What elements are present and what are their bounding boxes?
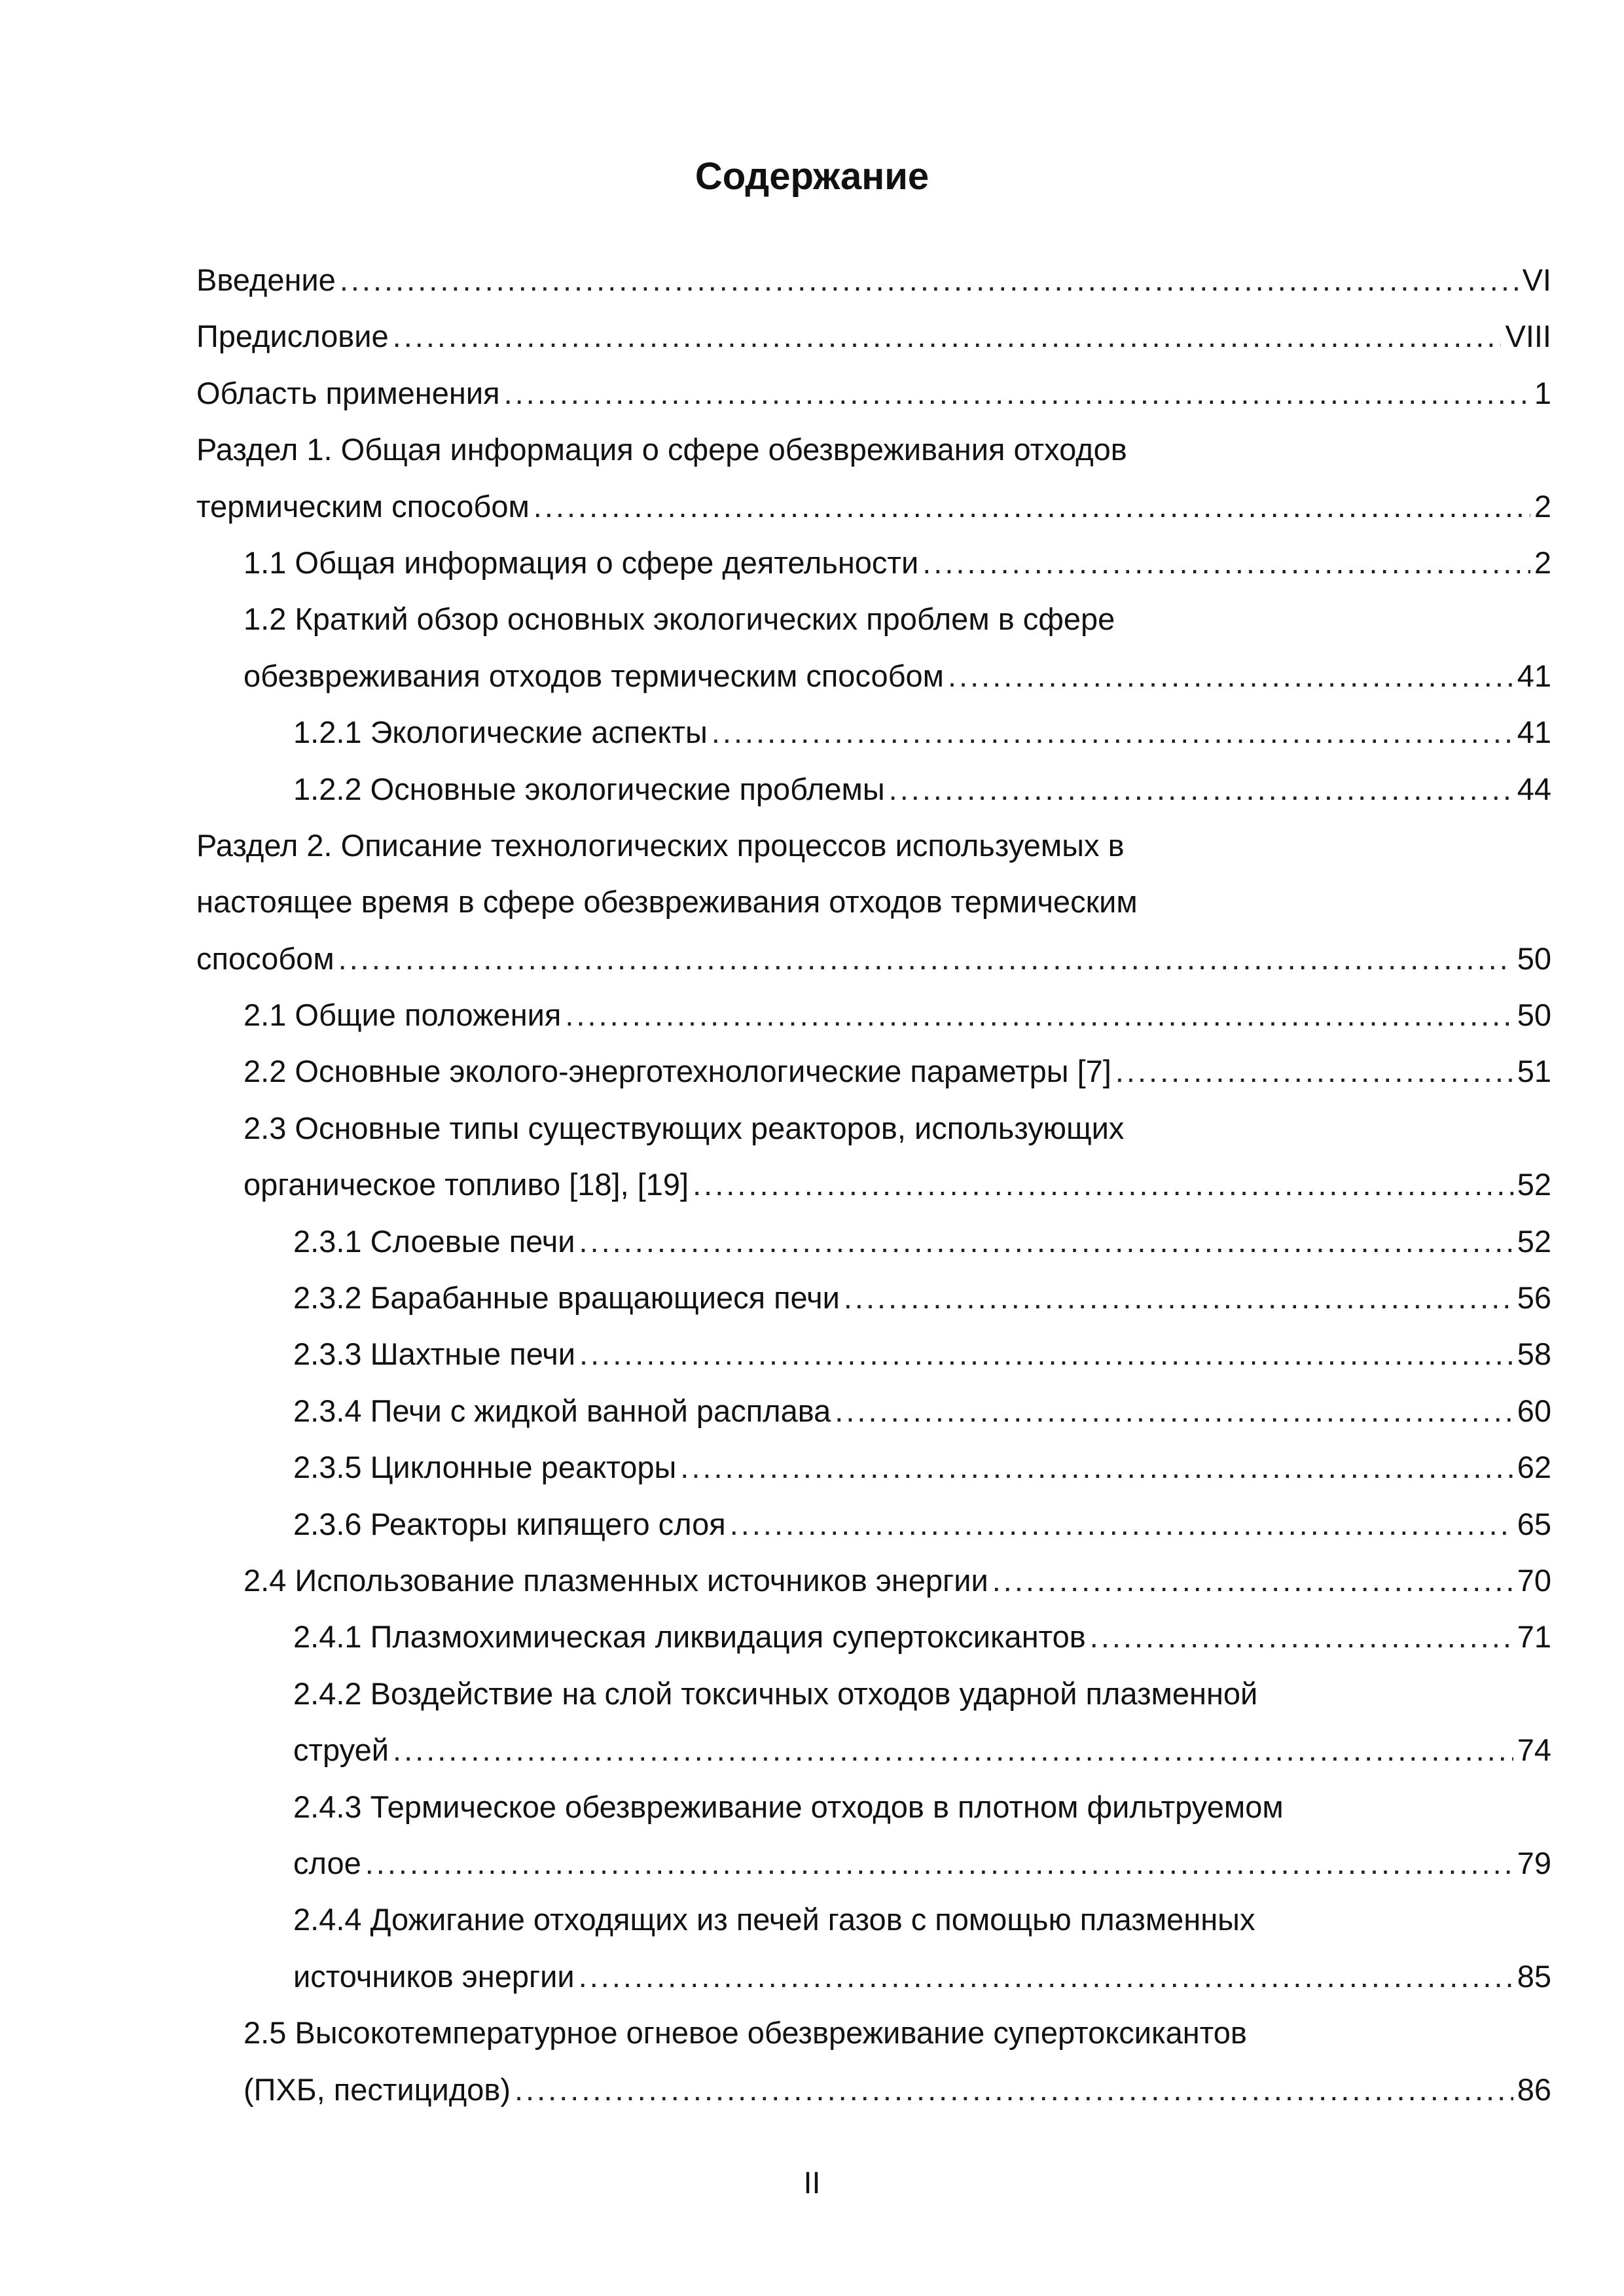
toc-entry[interactable] (196, 591, 1551, 704)
toc-page-number: 2 (1534, 488, 1551, 524)
toc-entry[interactable] (196, 365, 1551, 422)
toc-page-number: 52 (1517, 1167, 1551, 1202)
toc-entry[interactable] (196, 308, 1551, 365)
toc-entry[interactable] (196, 252, 1551, 308)
toc-entry-text: 2.3.1 Слоевые печи (293, 1223, 575, 1259)
dot-leader (844, 1270, 1513, 1326)
toc-entry-line (196, 422, 1551, 478)
dot-leader (922, 535, 1530, 591)
toc-entry-line (293, 1270, 1551, 1326)
toc-page-number: 62 (1517, 1450, 1551, 1485)
toc-entry-text: способом (196, 941, 334, 976)
toc-entry-line (293, 1948, 1551, 2005)
dot-leader (393, 1722, 1513, 1778)
toc-entry-text: Введение (196, 262, 336, 297)
toc-page-number: 51 (1517, 1054, 1551, 1089)
toc-entry-text: 2.4.3 Термическое обезвреживание отходов в плотном фильтруемом (293, 1789, 1284, 1824)
toc-entry-line (293, 1496, 1551, 1552)
toc-entry[interactable] (196, 1552, 1551, 1609)
dot-leader (338, 931, 1513, 987)
toc-entry-text: 2.4.2 Воздействие на слой токсичных отходов ударной плазменной (293, 1676, 1258, 1711)
toc-entry-line (293, 1779, 1551, 1835)
toc-page-number: 65 (1517, 1506, 1551, 1541)
toc-entry-line (293, 1383, 1551, 1439)
toc-entry[interactable] (196, 1326, 1551, 1382)
toc-entry-line (293, 1326, 1551, 1382)
toc-entry-text: 2.3.5 Циклонные реакторы (293, 1450, 677, 1485)
toc-page-number: 52 (1517, 1223, 1551, 1259)
dot-leader (504, 365, 1530, 422)
toc-page-number: 41 (1517, 658, 1551, 693)
toc-entry-line (244, 1552, 1551, 1609)
toc-entry-line (244, 648, 1551, 704)
dot-leader (730, 1496, 1513, 1552)
toc-entry-text: 2.2 Основные эколого-энерготехнологические параметры [7] (244, 1054, 1111, 1089)
toc-entry[interactable] (196, 817, 1551, 987)
toc-entry-line (293, 1892, 1551, 1948)
toc-page-number: 50 (1517, 941, 1551, 976)
toc-entry-line (196, 365, 1551, 422)
toc-entry[interactable] (196, 2005, 1551, 2118)
toc-entry-text: 2.4.4 Дожигание отходящих из печей газов с помощью плазменных (293, 1902, 1255, 1937)
toc-entry-line (293, 1722, 1551, 1778)
toc-entry-text: Предисловие (196, 319, 389, 354)
toc-page-number: 41 (1517, 715, 1551, 750)
toc-entry-line (244, 2005, 1551, 2061)
toc-page-number: 1 (1534, 375, 1551, 410)
toc-entry-text: Раздел 2. Описание технологических процессов используемых в (196, 827, 1125, 863)
toc-entry-text: 2.1 Общие положения (244, 997, 562, 1033)
dot-leader (340, 252, 1519, 308)
toc-entry-text: настоящее время в сфере обезвреживания отходов термическим (196, 884, 1138, 920)
toc-entry-text: термическим способом (196, 488, 530, 524)
toc-entry-text: 2.4 Использование плазменных источников энергии (244, 1562, 988, 1598)
toc-entry[interactable] (196, 1892, 1551, 2005)
toc-page-number: 70 (1517, 1562, 1551, 1598)
dot-leader (365, 1835, 1513, 1892)
toc-entry-text: струей (293, 1732, 389, 1768)
toc-entry-text: 2.3 Основные типы существующих реакторов, использующих (244, 1110, 1125, 1145)
toc-entry-text: Раздел 1. Общая информация о сфере обезвреживания отходов (196, 432, 1127, 467)
toc-entry-line (293, 1666, 1551, 1722)
toc-entry[interactable] (196, 1383, 1551, 1439)
toc-entry-line (244, 1100, 1551, 1157)
toc-page-number: 85 (1517, 1958, 1551, 1994)
toc-page-number: 44 (1517, 771, 1551, 806)
dot-leader (712, 704, 1513, 761)
toc-entry[interactable] (196, 1666, 1551, 1779)
toc-entry-line (196, 478, 1551, 535)
toc-page-number: VI (1522, 262, 1551, 297)
toc-entry-line (244, 1043, 1551, 1100)
toc-entry-text: 2.4.1 Плазмохимическая ликвидация супертоксикантов (293, 1619, 1086, 1655)
toc-page-number: 79 (1517, 1845, 1551, 1880)
dot-leader (533, 478, 1530, 535)
toc-entry-line (293, 761, 1551, 817)
toc-entry-text: 1.1 Общая информация о сфере деятельности (244, 545, 919, 580)
toc-entry[interactable] (196, 1439, 1551, 1496)
dot-leader (992, 1552, 1513, 1609)
dot-leader (680, 1439, 1513, 1496)
toc-entry[interactable] (196, 1100, 1551, 1213)
toc-entry-text: (ПХБ, пестицидов) (244, 2072, 511, 2107)
toc-page-number: 71 (1517, 1619, 1551, 1655)
toc-entry[interactable] (196, 535, 1551, 591)
toc-entry-text: 1.2.1 Экологические аспекты (293, 715, 708, 750)
toc-page-number: 50 (1517, 997, 1551, 1033)
toc-entry-text: слое (293, 1845, 361, 1880)
toc-entry-line (293, 1835, 1551, 1892)
toc-entry[interactable] (196, 1213, 1551, 1270)
dot-leader (565, 987, 1513, 1043)
dot-leader (1090, 1609, 1513, 1665)
dot-leader (835, 1383, 1513, 1439)
toc-entry-line (244, 535, 1551, 591)
toc-entry-text: 1.2.2 Основные экологические проблемы (293, 771, 885, 806)
toc-entry[interactable] (196, 1043, 1551, 1100)
toc-entry-text: Область применения (196, 375, 500, 410)
toc-entry-line (293, 1609, 1551, 1665)
toc-page-number: 60 (1517, 1393, 1551, 1428)
toc-page-number: VIII (1505, 319, 1551, 354)
toc-entry[interactable] (196, 422, 1551, 535)
toc-entry-line (196, 817, 1551, 874)
toc-entry-line (196, 874, 1551, 930)
toc-entry-line (244, 2062, 1551, 2118)
toc-page-number: 2 (1534, 545, 1551, 580)
toc-entry[interactable] (196, 761, 1551, 817)
toc-entry-text: 2.3.6 Реакторы кипящего слоя (293, 1506, 726, 1541)
toc-entry-line (196, 252, 1551, 308)
toc-entry-text: 2.3.2 Барабанные вращающиеся печи (293, 1280, 840, 1316)
toc-entry-line (293, 1213, 1551, 1270)
dot-leader (393, 308, 1502, 365)
toc-entry-text: источников энергии (293, 1958, 575, 1994)
toc-entry-line (293, 704, 1551, 761)
dot-leader (1115, 1043, 1513, 1100)
toc-entry[interactable] (196, 1609, 1551, 1665)
dot-leader (948, 648, 1513, 704)
toc-entry-line (244, 591, 1551, 647)
dot-leader (514, 2062, 1513, 2118)
toc-page-number: 56 (1517, 1280, 1551, 1316)
toc-entry-line (196, 931, 1551, 987)
toc-page-number: 74 (1517, 1732, 1551, 1768)
page-title: Содержание (695, 155, 929, 198)
table-of-contents (196, 252, 1551, 2118)
toc-entry[interactable] (196, 704, 1551, 761)
dot-leader (579, 1326, 1513, 1382)
toc-entry[interactable] (196, 987, 1551, 1043)
toc-entry-text: 2.3.3 Шахтные печи (293, 1336, 576, 1372)
toc-entry[interactable] (196, 1270, 1551, 1326)
dot-leader (693, 1157, 1513, 1213)
toc-entry-line (293, 1439, 1551, 1496)
toc-entry-text: обезвреживания отходов термическим способом (244, 658, 944, 693)
page-number: II (803, 2165, 821, 2200)
toc-entry-text: органическое топливо [18], [19] (244, 1167, 689, 1202)
toc-page-number: 86 (1517, 2072, 1551, 2107)
dot-leader (889, 761, 1513, 817)
toc-entry-line (244, 987, 1551, 1043)
toc-entry-line (196, 308, 1551, 365)
toc-entry-text: 2.5 Высокотемпературное огневое обезвреживание супертоксикантов (244, 2015, 1247, 2051)
toc-page-number: 58 (1517, 1336, 1551, 1372)
toc-entry[interactable] (196, 1496, 1551, 1552)
dot-leader (579, 1948, 1513, 2005)
toc-entry-line (244, 1157, 1551, 1213)
toc-entry-text: 2.3.4 Печи с жидкой ванной расплава (293, 1393, 831, 1428)
toc-entry[interactable] (196, 1779, 1551, 1892)
toc-entry-text: 1.2 Краткий обзор основных экологических проблем в сфере (244, 601, 1115, 637)
dot-leader (579, 1213, 1513, 1270)
